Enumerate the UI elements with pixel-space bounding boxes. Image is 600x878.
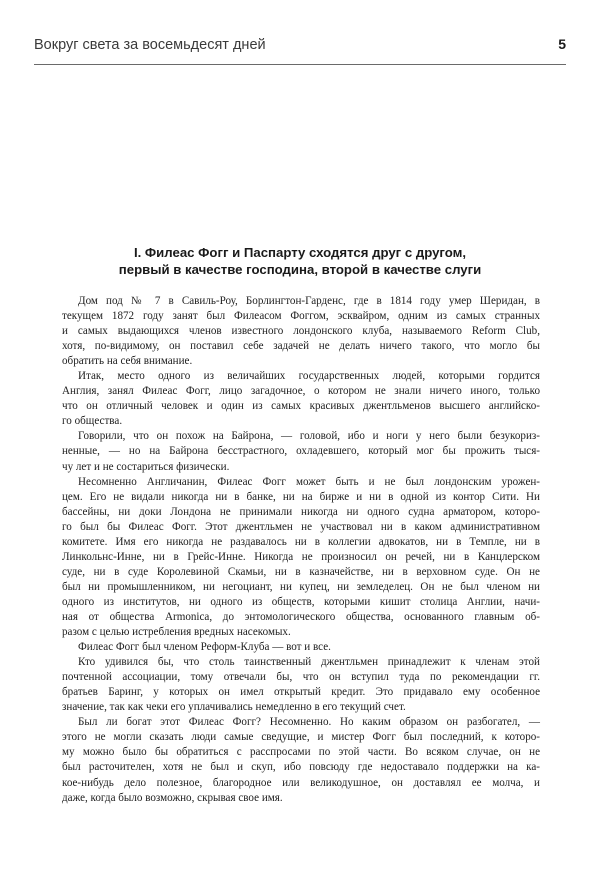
text-line: го общества. [62,415,123,428]
text-line: почтенной ассоциации, тому отвечали бы, что он вступил туда по рекомендации гг. [62,671,540,684]
paragraph [62,475,540,641]
text-line: му можно было бы обратиться с расспросами по этой части. Во всяком случае, он не [62,746,540,759]
text-line: одного из институтов, ни одного из обществ, которыми кишит столица Англии, начи- [62,595,540,608]
text-line: обратить на себя внимание. [62,355,193,368]
running-header [34,34,566,58]
text-line: ная от общества Armonica, до энтомологического общества, основанного главным об- [62,610,540,623]
text-line: был ни промышленником, ни негоциант, ни купец, ни земледелец. Он не был членом ни [62,580,540,593]
text-line: был расточителен, хотя не был и скуп, ибо повсюду где недоставало поддержки на ка- [62,761,540,774]
text-line: Англия, занял Филеас Фогг, лицо загадочное, о котором не знали ничего иного, только [62,385,540,398]
paragraph [62,715,540,805]
text-line: разом с целью истребления вредных насекомых. [62,626,291,639]
chapter-heading [60,244,540,278]
running-title: Вокруг света за восемьдесят дней [34,37,266,53]
text-line: цем. Его не видали никогда ни в банке, ни на бирже и ни в одной из контор Сити. Ни [62,490,540,503]
text-line: бассейны, ни доки Лондона не принимали никогда ни одного судна арматором, которо- [62,505,540,518]
text-line: кое-нибудь дело полезное, благородное или великодушное, он доставлял ее молча, и [62,776,540,789]
text-line: суде, ни в суде Королевиной Скамьи, ни в казначействе, ни в верховном суде. Он не [62,565,540,578]
text-line: комитете. Имя его никогда не раздавалось ни в коллегии адвокатов, ни в Темпле, ни в [62,535,540,548]
text-line: братьев Баринг, у которых он имел открытый кредит. Это придавало ему особенное [62,686,540,699]
text-line: этого не могли сказать люди самые сведущие, и мистер Фогг был последний, к которо- [62,731,540,744]
paragraph [62,655,540,715]
text-line: Дом под № 7 в Савиль-Роу, Борлингтон-Гарденс, где в 1814 году умер Шеридан, в [78,295,540,307]
text-line: Кто удивился бы, что столь таинственный джентльмен принадлежит к членам этой [78,656,540,669]
text-line: Линкольнс-Инне, ни в Грейс-Инне. Никогда не произносил он речей, ни в Канцлерском [62,550,540,563]
text-line: Был ли богат этот Филеас Фогг? Несомненно. Но каким образом он разбогател, — [78,716,540,729]
text-line: хотя, по-видимому, он поставил себе задачей не делать ничего такого, что могло бы [62,340,540,353]
paragraph [62,369,540,429]
paragraph [62,640,540,655]
text-line: Итак, место одного из величайших государственных людей, которыми гордится [78,370,540,383]
text-line: Несомненно Англичанин, Филеас Фогг может быть и не был лондонским урожен- [78,475,540,488]
text-line: что он отличный человек и один из самых красивых джентльменов высшего английско- [62,400,540,413]
text-line: ненные, — но на Байрона бесстрастного, охладевшего, который мог бы прожить тыся- [62,445,540,458]
body-text [62,294,540,806]
text-line: чу лет и не состариться физически. [62,460,230,473]
text-line: и самых выдающихся членов известного лондонского клуба, называемого Reform Club, [62,325,540,338]
text-line: го был бы Филеас Фогг. Этот джентльмен не участвовал ни в каком административном [62,520,540,533]
text-line: Филеас Фогг был членом Реформ-Клуба — вот и все. [78,641,331,654]
chapter-heading-line: первый в качестве господина, второй в качестве слуги [118,262,482,277]
header-rule [34,64,566,65]
chapter-heading-line: I. Филеас Фогг и Паспарту сходятся друг с другом, [133,245,467,260]
text-line: даже, когда было возможно, скрывая свое имя. [62,791,283,804]
paragraph [62,429,540,474]
text-line: значение, так как чеки его уплачивались немедленно в его текущий счет. [62,701,406,714]
paragraph [62,294,540,369]
text-line: текущем 1872 году занят был Филеасом Фоггом, эсквайром, одним из самых странных [62,310,540,323]
page-number: 5 [558,36,566,52]
text-line: Говорили, что он похож на Байрона, — головой, ибо и ноги у него были безукориз- [78,430,540,443]
